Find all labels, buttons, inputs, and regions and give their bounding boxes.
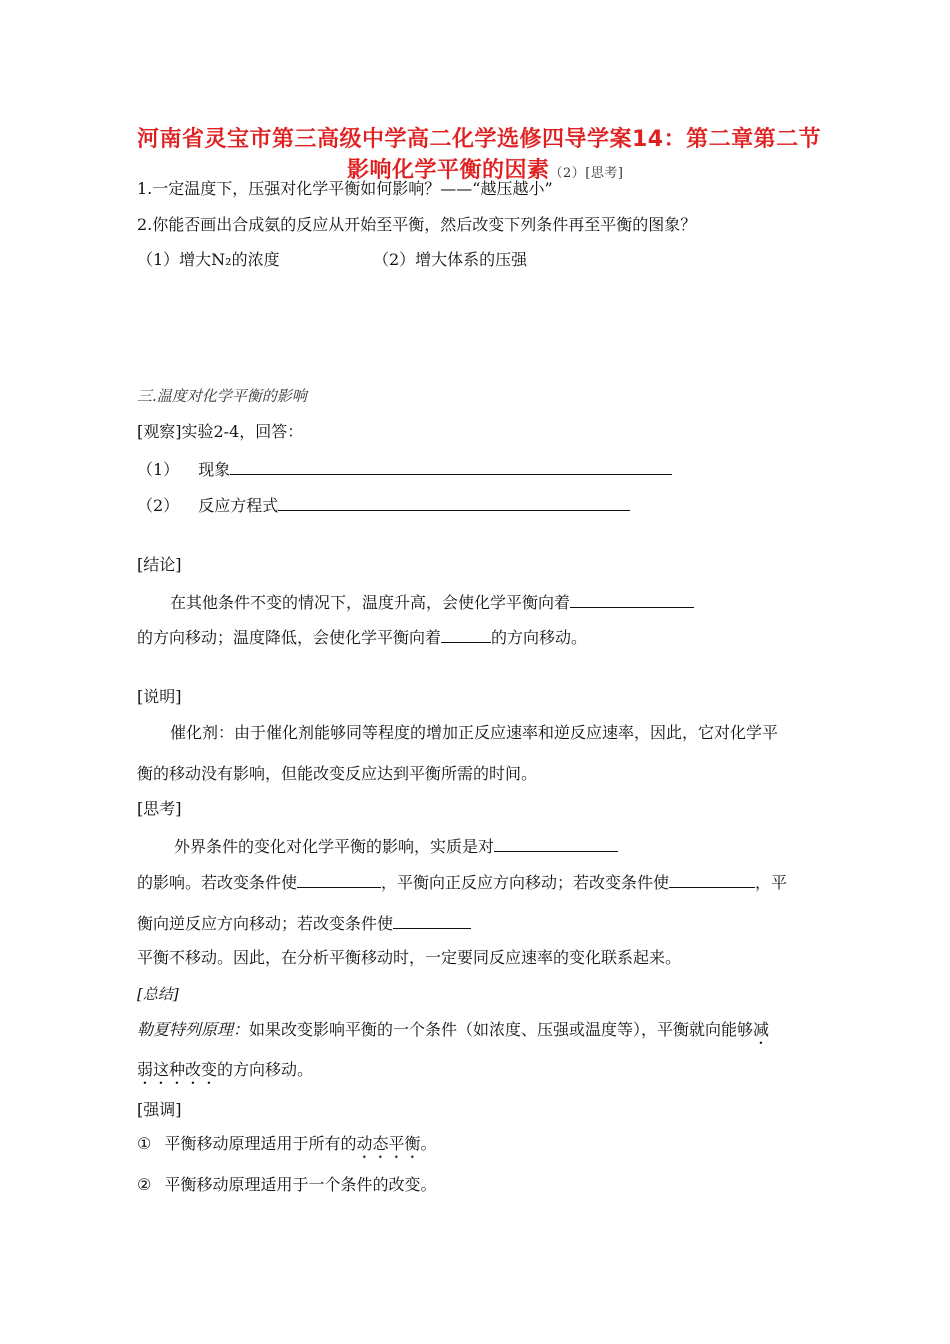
observe-question-1 — [137, 458, 672, 480]
title-main: 影响化学平衡的因素 — [347, 158, 550, 183]
think-text-2b: ，平衡向正反应方向移动；若改变条件使 — [381, 873, 670, 892]
think-line-2 — [137, 871, 787, 893]
think-text-2a: 的影响。若改变条件使 — [137, 873, 298, 892]
stress-tag: [强调] — [137, 1100, 182, 1119]
conclusion-line-2 — [137, 626, 587, 648]
summary-emph-1: 减 — [753, 1020, 770, 1039]
observe-question-2 — [137, 494, 630, 516]
stress-item-1-number: ① — [137, 1134, 152, 1153]
think-blank-1[interactable] — [494, 835, 618, 852]
conclusion-blank-1[interactable] — [570, 591, 694, 608]
think-blank-3[interactable] — [669, 871, 755, 888]
summary-line-2 — [137, 1060, 313, 1088]
question-2-item-2: （2）增大体系的压强 — [373, 250, 528, 269]
conclusion-blank-2[interactable] — [441, 626, 491, 643]
summary-line-1 — [137, 1020, 769, 1048]
summary-emph-2: 弱这种改变 — [137, 1060, 218, 1079]
observe-line: [观察]实验2-4，回答： — [137, 422, 304, 441]
conclusion-tag: [结论] — [137, 555, 182, 574]
think-line-1 — [174, 835, 618, 857]
explain-line-2: 衡的移动没有影响，但能改变反应达到平衡所需的时间。 — [137, 764, 538, 783]
stress-item-2-text: 平衡移动原理适用于一个条件的改变。 — [164, 1175, 437, 1194]
explain-tag: [说明] — [137, 687, 182, 706]
stress-item-2 — [137, 1175, 436, 1195]
summary-text-1: 如果改变影响平衡的一个条件（如浓度、压强或温度等），平衡就向能够 — [249, 1020, 754, 1039]
question-2: 2.你能否画出合成氨的反应从开始至平衡，然后改变下列条件再至平衡的图象？ — [137, 215, 697, 234]
conclusion-text-1: 在其他条件不变的情况下，温度升高，会使化学平衡向着 — [170, 593, 571, 612]
q1-number: （1） — [137, 460, 180, 479]
think-blank-2[interactable] — [297, 871, 381, 888]
think-text-1: 外界条件的变化对化学平衡的影响，实质是对 — [174, 837, 495, 856]
principle-name: 勒夏特列原理： — [137, 1020, 250, 1039]
q2-number: （2） — [137, 496, 180, 515]
q1-label: 现象 — [198, 460, 231, 479]
conclusion-text-2b: 的方向移动。 — [491, 628, 588, 647]
think-line-3 — [137, 912, 471, 934]
question-2-item-1: （1）增大N₂的浓度 — [137, 250, 280, 269]
equation-blank[interactable] — [278, 494, 630, 511]
stress-item-1-emph: 动态平衡 — [356, 1134, 421, 1153]
phenomenon-blank[interactable] — [230, 458, 672, 475]
stress-item-1 — [137, 1134, 436, 1162]
stress-item-1-text: 平衡移动原理适用于所有的 — [164, 1134, 357, 1153]
q2-label: 反应方程式 — [198, 496, 279, 515]
title-line-1: 河南省灵宝市第三高级中学高二化学选修四导学案14：第二章第二节 — [137, 127, 822, 152]
summary-text-2: 的方向移动。 — [217, 1060, 314, 1079]
think-text-2c: ，平 — [755, 873, 788, 892]
stress-item-1-end: 。 — [420, 1134, 437, 1153]
stress-item-2-number: ② — [137, 1175, 152, 1194]
think-tag: [思考] — [137, 799, 182, 818]
explain-line-1: 催化剂：由于催化剂能够同等程度的增加正反应速率和逆反应速率，因此，它对化学平 — [170, 723, 779, 742]
title-suffix: （2）[思考] — [549, 166, 624, 181]
conclusion-text-2a: 的方向移动；温度降低，会使化学平衡向着 — [137, 628, 442, 647]
conclusion-line-1 — [170, 591, 694, 613]
think-line-4: 平衡不移动。因此，在分析平衡移动时，一定要同反应速率的变化联系起来。 — [137, 948, 682, 967]
summary-tag: [总结] — [137, 985, 179, 1003]
think-text-3: 衡向逆反应方向移动；若改变条件使 — [137, 914, 394, 933]
question-1: 1.一定温度下，压强对化学平衡如何影响？——“越压越小” — [137, 179, 553, 198]
think-blank-4[interactable] — [393, 912, 471, 929]
section-heading: 三.温度对化学平衡的影响 — [137, 387, 307, 405]
